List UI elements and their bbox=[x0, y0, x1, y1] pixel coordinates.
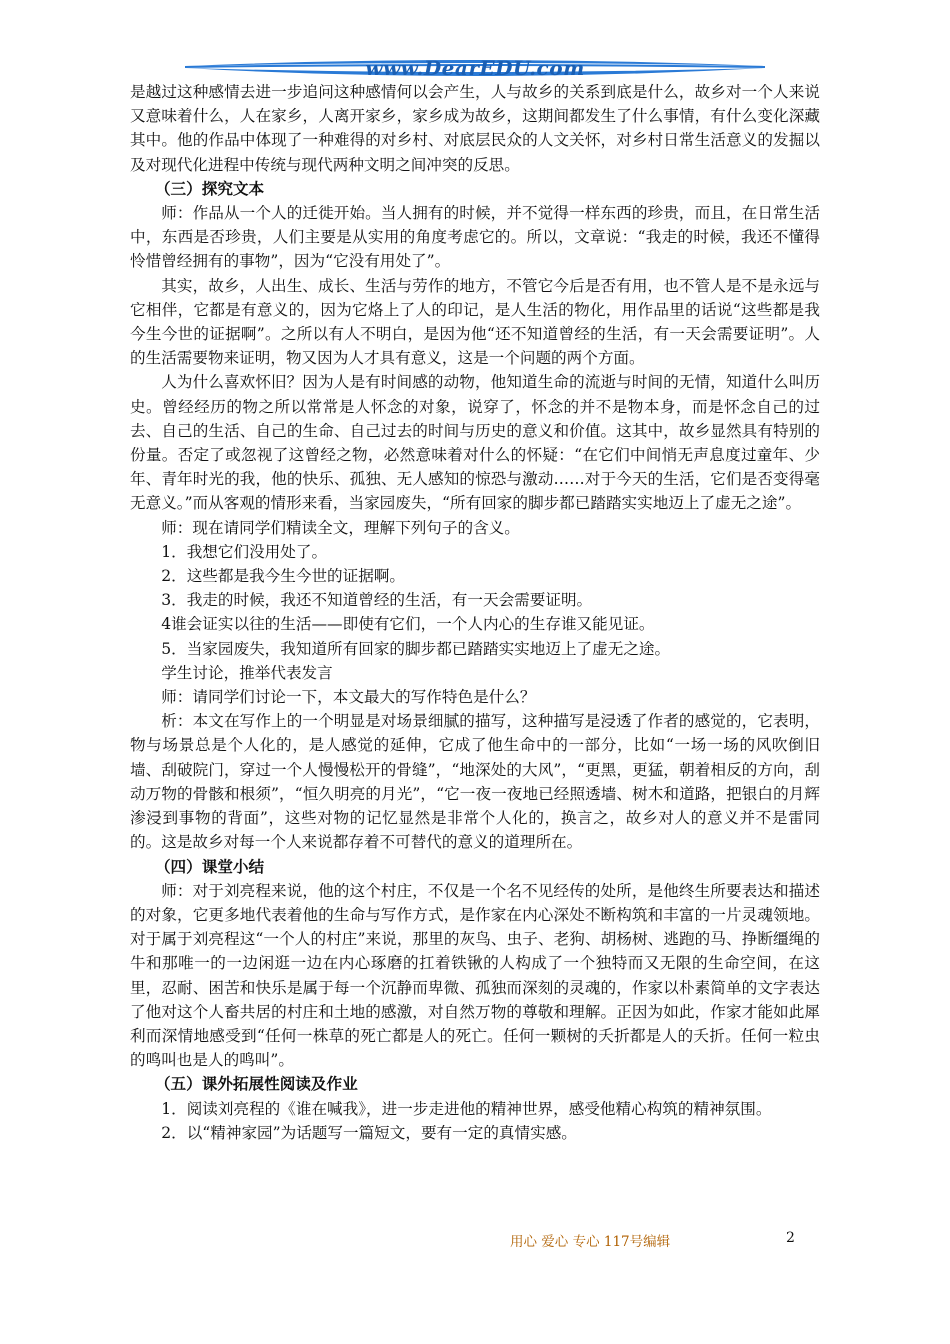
list-item: 2．这些都是我今生今世的证据啊。 bbox=[161, 567, 406, 586]
list-item: 1．我想它们没用处了。 bbox=[161, 542, 328, 561]
list-item: 1．阅读刘亮程的《谁在喊我》，进一步走进他的精神世界，感受他精心构筑的精神氛围。 bbox=[161, 1099, 772, 1118]
document-body bbox=[130, 80, 820, 1145]
section-heading-4: （四）课堂小结 bbox=[154, 856, 265, 876]
paragraph: 师：作品从一个人的迁徙开始。当人拥有的时候，并不觉得一样东西的珍贵，而且，在日常生活中，东西是否珍贵，人们主要是从实用的角度考虑它的。所以，文章说：“我走的时候，我还不懂得怜惜曾经拥有的事物”，因为“它没有用处了”。 bbox=[130, 204, 820, 271]
page-number: 2 bbox=[786, 1230, 795, 1246]
paragraph: 师：现在请同学们精读全文，理解下列句子的含义。 bbox=[161, 518, 520, 537]
site-logo[interactable]: www.DearEDU.com bbox=[365, 56, 585, 80]
paragraph: 其实，故乡，人出生、成长、生活与劳作的地方，不管它今后是否有用，也不管人是不是永远与它相伴，它都是有意义的，因为它烙上了人的印记，是人生活的物化，用作品里的话说“这些都是我今生今世的证据啊”。之所以有人不明白，是因为他“还不知道曾经的生活，有一天会需要证明”。人的生活需要物来证明，物又因为人才具有意义，这是一个问题的两个方面。 bbox=[130, 276, 820, 368]
paragraph-continued: 是越过这种感情去进一步追问这种感情何以会产生，人与故乡的关系到底是什么，故乡对一个人来说又意味着什么，人在家乡，人离开家乡，家乡成为故乡，这期间都发生了什么事情，有什么变化深藏其中。他的作品中体现了一种难得的对乡村、对底层民众的人文关怀，对乡村日常生活意义的发掘以及对现代化进程中传统与现代两种文明之间冲突的反思。 bbox=[130, 83, 820, 174]
list-item: 5．当家园废失，我知道所有回家的脚步都已踏踏实实地迈上了虚无之途。 bbox=[161, 639, 671, 658]
paragraph: 师：对于刘亮程来说，他的这个村庄，不仅是一个名不见经传的处所，是他终生所要表达和描述的对象，它更多地代表着他的生命与写作方式，是作家在内心深处不断构筑和丰富的一片灵魂领地。对于属于刘亮程这“一个人的村庄”来说，那里的灰鸟、虫子、老狗、胡杨树、逃跑的马、挣断缰绳的牛和那唯一的一边闲逛一边在内心琢磨的扛着铁锹的人构成了一个独特而又无限的生命空间，在这里，忍耐、困苦和快乐是属于每一个沉静而卑微、孤独而深刻的灵魂的，作家以朴素简单的文字表达了他对这个人畜共居的村庄和土地的感激，对自然万物的尊敬和理解。正因为如此，作家才能如此犀利而深情地感受到“任何一株草的死亡都是人的死亡。任何一颗树的夭折都是人的夭折。任何一粒虫的鸣叫也是人的鸣叫”。 bbox=[130, 881, 820, 1070]
list-item: 2．以“精神家园”为话题写一篇短文，要有一定的真情实感。 bbox=[161, 1123, 577, 1142]
list-item: 4谁会证实以往的生活——即使有它们，一个人内心的生存谁又能见证。 bbox=[161, 615, 655, 634]
paragraph: 师：请同学们讨论一下，本文最大的写作特色是什么？ bbox=[161, 688, 536, 707]
section-heading-3: （三）探究文本 bbox=[154, 178, 265, 198]
footer-credit: 用心 爱心 专心 117号编辑 bbox=[510, 1234, 671, 1250]
paragraph: 人为什么喜欢怀旧？因为人是有时间感的动物，他知道生命的流逝与时间的无情，知道什么叫历史。曾经经历的物之所以常常是人怀念的对象，说穿了，怀念的并不是物本身，而是怀念自己的过去、自己的生活、自己的生命、自己过去的时间与历史的意义和价值。这其中，故乡显然具有特别的份量。否定了或忽视了这曾经之物，必然意味着对什么的怀疑：“在它们中间悄无声息度过童年、少年、青年时光的我，他的快乐、孤独、无人感知的惊恐与激动……对于今天的生活，它们是否变得毫无意义。”而从客观的情形来看，当家园废失，“所有回家的脚步都已踏踏实实地迈上了虚无之途”。 bbox=[130, 373, 820, 513]
list-item: 3．我走的时候，我还不知道曾经的生活，有一天会需要证明。 bbox=[161, 591, 593, 610]
paragraph: 析：本文在写作上的一个明显是对场景细腻的描写，这种描写是浸透了作者的感觉的，它表明，物与场景总是个人化的，是人感觉的延伸，它成了他生命中的一部分，比如“一场一场的风吹倒旧墙、刮破院门，穿过一个人慢慢松开的骨缝”，“地深处的大风”，“更黑，更猛，朝着相反的方向，刮动万物的骨骸和根须”，“恒久明亮的月光”，“它一夜一夜地已经照透墙、树木和道路，把银白的月辉渗浸到事物的背面”，这些对物的记忆显然是非常个人化的，换言之，故乡对人的意义并不是雷同的。这是故乡对每一个人来说都存着不可替代的意义的道理所在。 bbox=[130, 712, 820, 852]
section-heading-5: （五）课外拓展性阅读及作业 bbox=[154, 1074, 358, 1094]
paragraph: 学生讨论，推举代表发言 bbox=[161, 663, 333, 682]
